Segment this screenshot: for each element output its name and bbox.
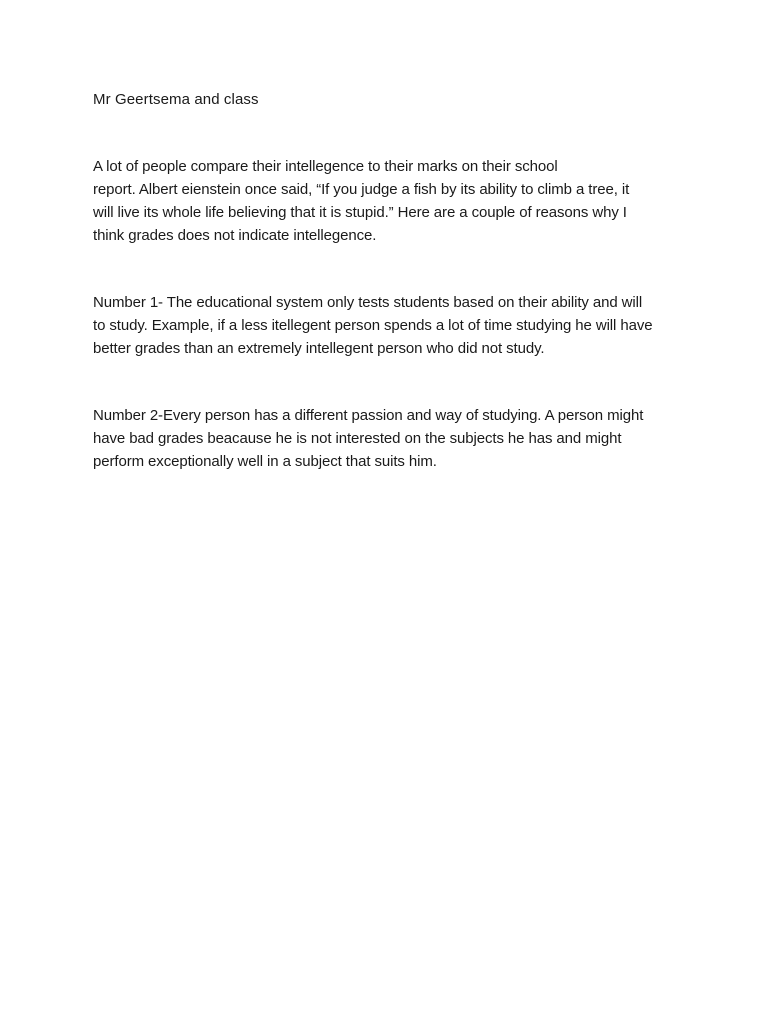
paragraph-line: Number 2-Every person has a different passion and way of studying. A person might [93,407,644,424]
paragraph-line: perform exceptionally well in a subject that suits him. [93,453,437,470]
paragraph-line: will live its whole life believing that it is stupid.” Here are a couple of reasons why I [93,204,627,221]
paragraph-line: A lot of people compare their intellegence to their marks on their school [93,158,558,175]
paragraph-intro [93,155,693,247]
paragraph-line: report. Albert eienstein once said, “If you judge a fish by its ability to climb a tree, it [93,181,630,198]
paragraph-number-2 [93,404,693,473]
paragraph-line: have bad grades beacause he is not interested on the subjects he has and might [93,430,622,447]
paragraph-number-1 [93,291,693,360]
paragraph-line: Number 1- The educational system only tests students based on their ability and will [93,294,643,311]
paragraph-line: think grades does not indicate intellegence. [93,227,377,244]
paragraph-line: to study. Example, if a less itellegent person spends a lot of time studying he will have [93,317,653,334]
paragraph-line: better grades than an extremely intellegent person who did not study. [93,340,545,357]
salutation: Mr Geertsema and class [93,91,259,108]
document-body [93,89,693,517]
